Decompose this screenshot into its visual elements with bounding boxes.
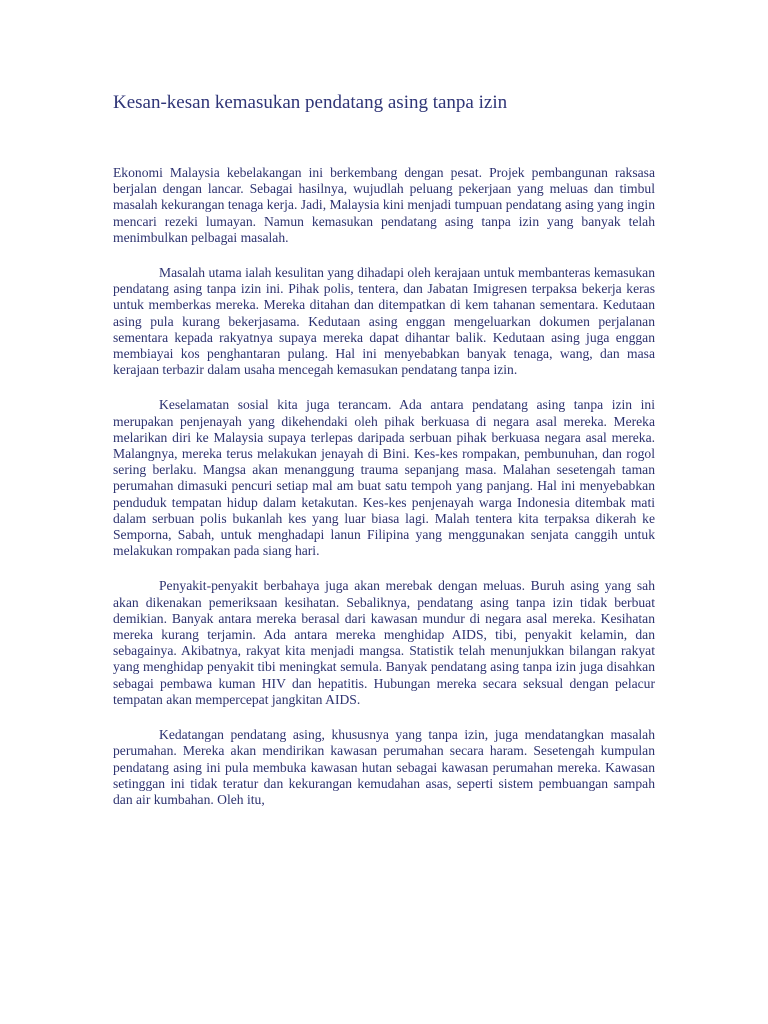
paragraph-introduction: Ekonomi Malaysia kebelakangan ini berkembang dengan pesat. Projek pembangunan raksasa berjalan dengan lancar. Sebagai hasilnya, wujudlah peluang pekerjaan yang meluas dan timbul masalah kekurangan tenaga kerja. Jadi, Malaysia kini menjadi tumpuan pendatang asing yang ingin mencari rezeki lumayan. Namun kemasukan pendatang asing tanpa izin yang banyak telah menimbulkan pelbagai masalah. xyxy=(113,165,655,245)
paragraph-disease: Penyakit-penyakit berbahaya juga akan merebak dengan meluas. Buruh asing yang sah akan dikenakan pemeriksaan kesihatan. Sebaliknya, pendatang asing tanpa izin tidak berbuat demikian. Banyak antara mereka berasal dari kawasan mundur di negara asal mereka. Kesihatan mereka kurang terjamin. Ada antara mereka menghidap AIDS, tibi, penyakit kelamin, dan sebagainya. Akibatnya, rakyat kita menjadi mangsa. Statistik telah menunjukkan bilangan rakyat yang menghidap penyakit tibi meningkat semula. Banyak pendatang asing tanpa izin juga disahkan sebagai pembawa kuman HIV dan hepatitis. Hubungan mereka secara seksual dengan pelacur tempatan akan mempercepat jangkitan AIDS. xyxy=(113,578,655,707)
page-title: Kesan-kesan kemasukan pendatang asing tanpa izin xyxy=(113,92,508,113)
paragraph-social-security: Keselamatan sosial kita juga terancam. Ada antara pendatang asing tanpa izin ini merupakan penjenayah yang dikehendaki oleh pihak berkuasa di negara asal mereka. Mereka melarikan diri ke Malaysia supaya terlepas daripada serbuan pihak berkuasa negara asal mereka. Malangnya, mereka terus melakukan jenayah di Bini. Kes-kes rompakan, pembunuhan, dan rogol sering berlaku. Mangsa akan menanggung trauma sepanjang masa. Malahan sesetengah taman perumahan dimasuki pencuri setiap mal am buat satu tempoh yang panjang. Hal ini menyebabkan penduduk tempatan hidup dalam ketakutan. Kes-kes penjenayah warga Indonesia ditembak mati dalam serbuan polis bukanlah kes yang luar biasa lagi. Malah tentera kita terpaksa dikerah ke Semporna, Sabah, untuk menghadapi lanun Filipina yang menggunakan senjata canggih untuk melakukan rompakan pada siang hari. xyxy=(113,397,655,559)
paragraph-government-difficulty: Masalah utama ialah kesulitan yang dihadapi oleh kerajaan untuk membanteras kemasukan pendatang asing tanpa izin ini. Pihak polis, tentera, dan Jabatan Imigresen terpaksa bekerja keras untuk memberkas mereka. Mereka ditahan dan ditempatkan di kem tahanan sementara. Kedutaan asing pula kurang bekerjasama. Kedutaan asing enggan mengeluarkan dokumen perjalanan sementara kepada rakyatnya supaya mereka dapat dihantar balik. Kedutaan asing juga enggan membiayai kos penghantaran pulang. Hal ini menyebabkan banyak tenaga, wang, dan masa kerajaan terbazir dalam usaha mencegah kemasukan pendatang tanpa izin. xyxy=(113,265,655,378)
paragraph-housing: Kedatangan pendatang asing, khususnya yang tanpa izin, juga mendatangkan masalah perumahan. Mereka akan mendirikan kawasan perumahan secara haram. Sesetengah kumpulan pendatang asing ini pula membuka kawasan hutan sebagai kawasan perumahan mereka. Kawasan setinggan ini tidak teratur dan kekurangan kemudahan asas, seperti sistem pembuangan sampah dan air kumbahan. Oleh itu, xyxy=(113,727,655,807)
document-body xyxy=(113,165,655,827)
